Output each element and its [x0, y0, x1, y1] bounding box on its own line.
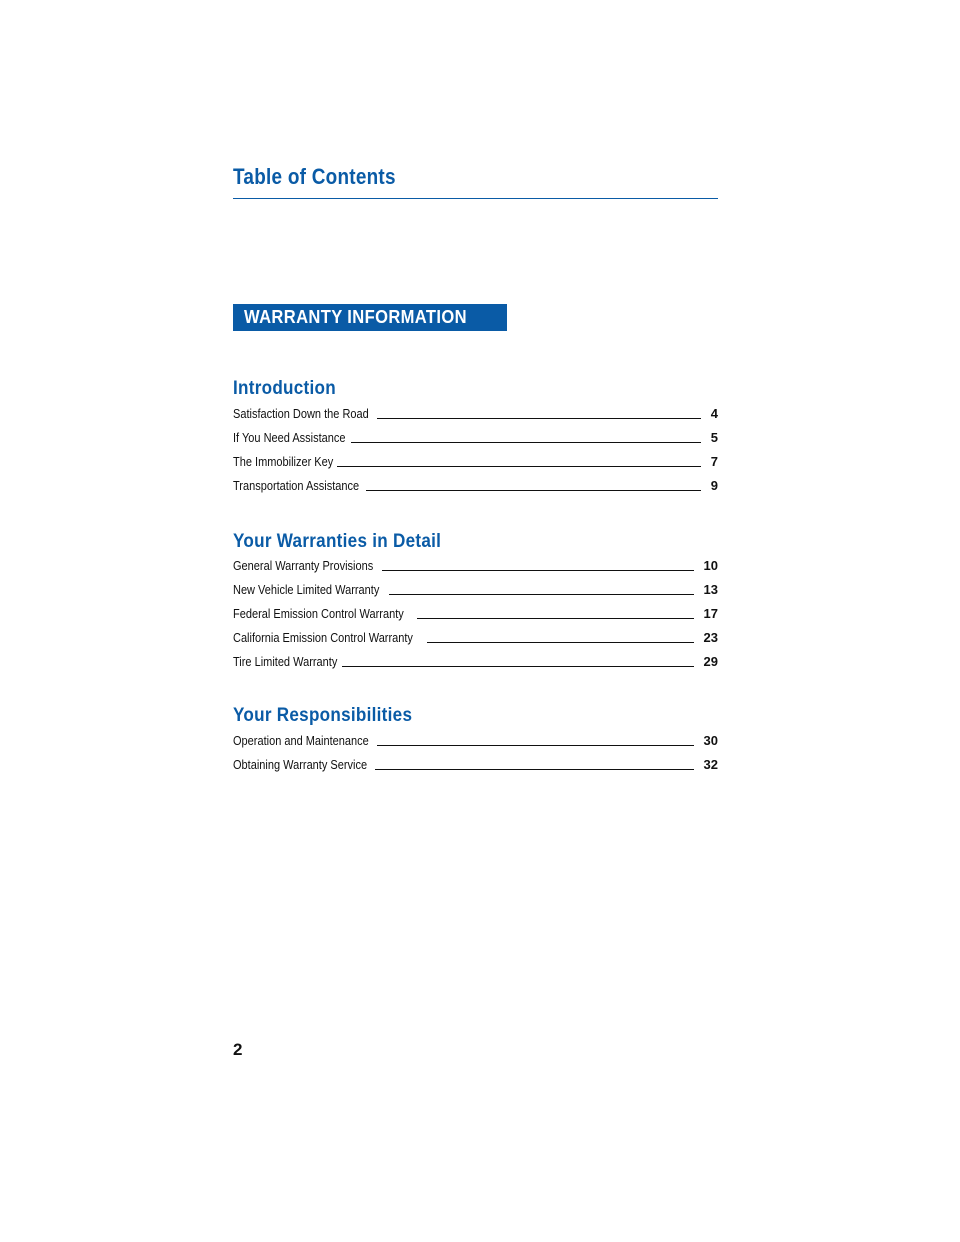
- section-heading-responsibilities: Your Responsibilities: [233, 705, 413, 726]
- toc-entry-page: 5: [710, 430, 718, 445]
- toc-entry-page: 17: [703, 606, 718, 621]
- toc-entry-page: 30: [703, 733, 718, 748]
- page-number: 2: [233, 1040, 243, 1059]
- toc-leader: [389, 594, 693, 595]
- section-heading-warranties-in-detail: Your Warranties in Detail: [233, 531, 442, 552]
- toc-entry[interactable]: [233, 478, 718, 502]
- toc-entry[interactable]: [233, 630, 718, 654]
- toc-leader: [427, 642, 693, 643]
- toc-leader: [382, 570, 693, 571]
- toc-list-introduction: [233, 406, 718, 502]
- toc-entry[interactable]: [233, 558, 718, 582]
- toc-entry-label: California Emission Control Warranty: [233, 631, 413, 645]
- toc-entry-page: 13: [703, 582, 718, 597]
- toc-entry[interactable]: [233, 406, 718, 430]
- toc-entry-label: General Warranty Provisions: [233, 559, 374, 573]
- toc-entry-label: Transportation Assistance: [233, 479, 360, 493]
- toc-entry-label: If You Need Assistance: [233, 431, 346, 445]
- toc-list-responsibilities: [233, 733, 718, 781]
- toc-leader: [337, 466, 701, 467]
- toc-entry[interactable]: [233, 606, 718, 630]
- toc-leader: [351, 442, 701, 443]
- toc-list-warranties-in-detail: [233, 558, 718, 678]
- toc-entry[interactable]: [233, 430, 718, 454]
- toc-entry-page: 7: [710, 454, 718, 469]
- toc-entry-label: New Vehicle Limited Warranty: [233, 583, 380, 597]
- toc-entry-label: Tire Limited Warranty: [233, 655, 338, 669]
- toc-entry-page: 32: [703, 757, 718, 772]
- toc-entry-page: 10: [703, 558, 718, 573]
- toc-leader: [377, 418, 701, 419]
- toc-entry-label: Satisfaction Down the Road: [233, 407, 369, 421]
- toc-entry[interactable]: [233, 757, 718, 781]
- toc-leader: [417, 618, 693, 619]
- toc-entry-page: 4: [710, 406, 718, 421]
- toc-entry[interactable]: [233, 454, 718, 478]
- toc-entry-page: 23: [703, 630, 718, 645]
- toc-entry[interactable]: [233, 733, 718, 757]
- page-title: Table of Contents: [233, 164, 396, 189]
- toc-leader: [342, 666, 694, 667]
- section-heading-introduction: Introduction: [233, 378, 336, 399]
- toc-entry-page: 29: [703, 654, 718, 669]
- toc-entry[interactable]: [233, 582, 718, 606]
- toc-leader: [375, 769, 693, 770]
- toc-entry[interactable]: [233, 654, 718, 678]
- toc-entry-label: The Immobilizer Key: [233, 455, 334, 469]
- banner-label: WARRANTY INFORMATION: [244, 307, 467, 327]
- title-divider: [233, 198, 718, 199]
- warranty-information-banner: [233, 304, 507, 331]
- toc-entry-label: Obtaining Warranty Service: [233, 758, 368, 772]
- toc-leader: [377, 745, 693, 746]
- toc-entry-label: Federal Emission Control Warranty: [233, 607, 404, 621]
- toc-entry-label: Operation and Maintenance: [233, 734, 369, 748]
- toc-entry-page: 9: [710, 478, 718, 493]
- toc-leader: [366, 490, 700, 491]
